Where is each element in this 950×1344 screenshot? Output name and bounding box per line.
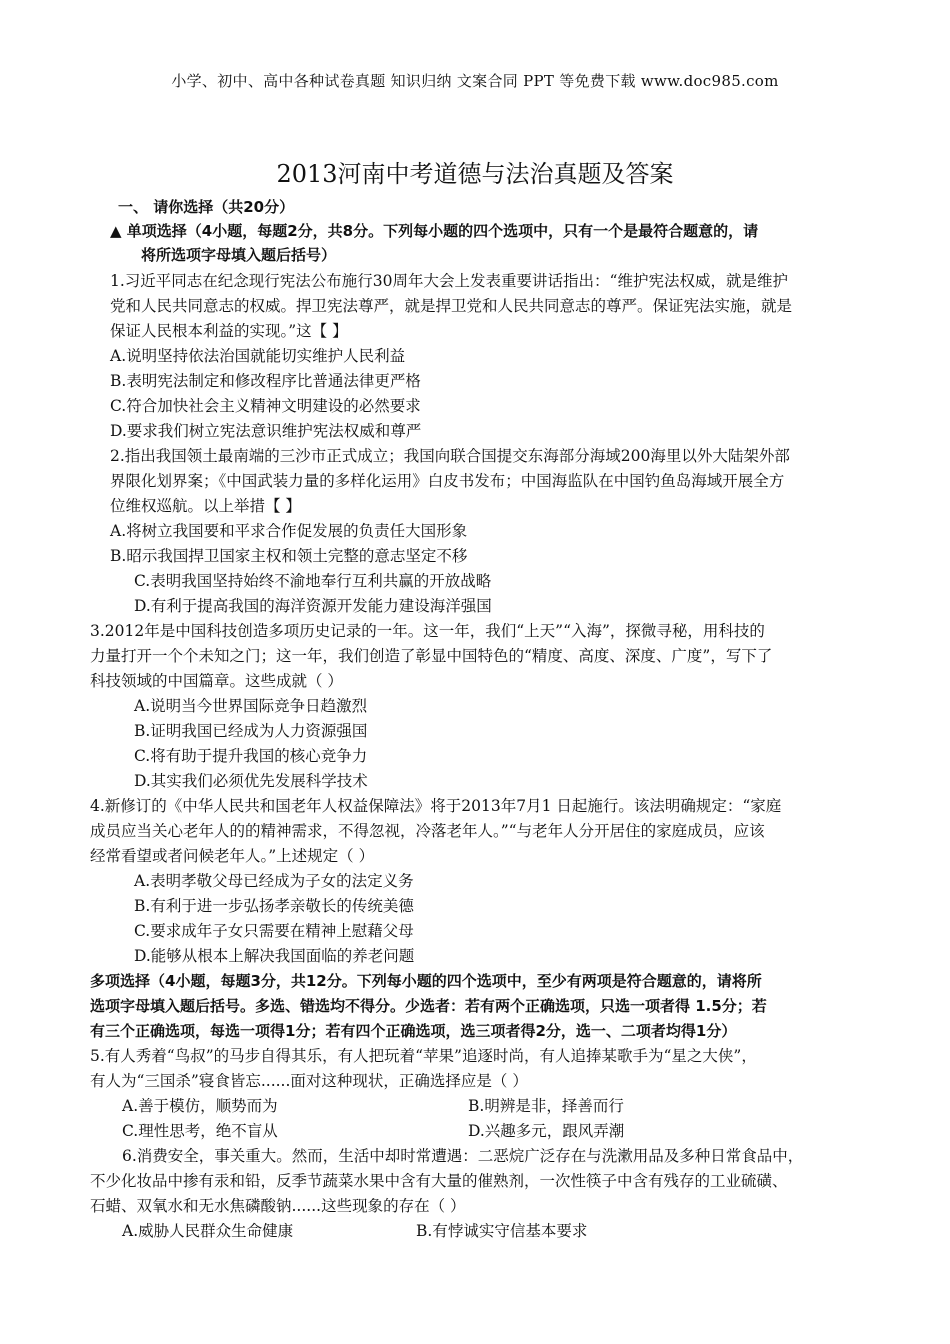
option: C.表明我国坚持始终不渝地奉行互利共赢的开放战略 (134, 572, 492, 590)
option: B.有利于进一步弘扬孝亲敬长的传统美德 (134, 897, 414, 915)
question-3: 科技领域的中国篇章。这些成就（ ） (90, 672, 343, 690)
section-heading: 一、 请你选择（共20分） (118, 198, 295, 216)
option: A.善于模仿，顺势而为 (122, 1097, 278, 1115)
option: B.证明我国已经成为人力资源强国 (134, 722, 368, 740)
option: B.表明宪法制定和修改程序比普通法律更严格 (110, 372, 421, 390)
site-header: 小学、初中、高中各种试卷真题 知识归纳 文案合同 PPT 等免费下载 www.doc985.com (171, 72, 779, 90)
question-6: 石蜡、双氧水和无水焦磷酸钠......这些现象的存在（ ） (90, 1197, 466, 1215)
option: D.其实我们必须优先发展科学技术 (134, 772, 368, 790)
question-2: 位维权巡航。以上举措【 】 (110, 497, 301, 515)
option: B.有悖诚实守信基本要求 (416, 1222, 588, 1240)
question-6: 6.消费安全，事关重大。然而，生活中却时常遭遇：二恶烷广泛存在与洗漱用品及多种日常食品中， (122, 1147, 804, 1165)
question-1: 1.习近平同志在纪念现行宪法公布施行30周年大会上发表重要讲话指出：“维护宪法权威，就是维护 (110, 272, 788, 290)
question-5: 有人为“三国杀”寝食皆忘......面对这种现状，正确选择应是（ ） (90, 1072, 528, 1090)
multi-choice-instructions: 有三个正确选项，每选一项得1分；若有四个正确选项，选三项者得2分，选一、二项者均得1分） (90, 1022, 737, 1040)
option: C.理性思考，绝不盲从 (122, 1122, 278, 1140)
option: C.要求成年子女只需要在精神上慰藉父母 (134, 922, 414, 940)
question-3: 3.2012年是中国科技创造多项历史记录的一年。这一年，我们“上天”“入海”，探微寻秘，用科技的 (90, 622, 765, 640)
question-1: 保证人民根本利益的实现。”这【 】 (110, 322, 348, 340)
option: C.将有助于提升我国的核心竞争力 (134, 747, 368, 765)
multi-choice-instructions: 选项字母填入题后括号。多选、错选均不得分。少选者：若有两个正确选项，只选一项者得 1.5分；若 (90, 997, 767, 1015)
option: B.明辨是非，择善而行 (468, 1097, 624, 1115)
option: B.昭示我国捍卫国家主权和领土完整的意志坚定不移 (110, 547, 468, 565)
option: A.威胁人民群众生命健康 (122, 1222, 294, 1240)
option: A.表明孝敬父母已经成为子女的法定义务 (134, 872, 414, 890)
question-4: 4.新修订的《中华人民共和国老年人权益保障法》将于2013年7月1 日起施行。该法明确规定：“家庭 (90, 797, 782, 815)
option: D.要求我们树立宪法意识维护宪法权威和尊严 (110, 422, 422, 440)
question-2: 界限化划界案；《中国武装力量的多样化运用》白皮书发布；中国海监队在中国钓鱼岛海域开展全方 (110, 472, 785, 490)
page-title: 2013河南中考道德与法治真题及答案 (276, 160, 674, 188)
option: A.说明当今世界国际竞争日趋激烈 (134, 697, 368, 715)
single-choice-instructions: 将所选项字母填入题后括号） (141, 246, 337, 264)
option: A.将树立我国要和平求合作促发展的负责任大国形象 (110, 522, 468, 540)
option: C.符合加快社会主义精神文明建设的必然要求 (110, 397, 421, 415)
option: D.兴趣多元，跟风弄潮 (468, 1122, 625, 1140)
question-4: 成员应当关心老年人的的精神需求，不得忽视，冷落老年人。”“与老年人分开居住的家庭成员，应该 (90, 822, 765, 840)
option: D.能够从根本上解决我国面临的养老问题 (134, 947, 415, 965)
question-1: 党和人民共同意志的权威。捍卫宪法尊严，就是捍卫党和人民共同意志的尊严。保证宪法实施，就是 (110, 297, 793, 315)
single-choice-instructions: ▲ 单项选择（4小题，每题2分，共8分。下列每小题的四个选项中，只有一个是最符合题意的，请 (110, 222, 759, 240)
question-3: 力量打开一个个未知之门；这一年，我们创造了彰显中国特色的“精度、高度、深度、广度”，写下了 (90, 647, 773, 665)
option: A.说明坚持依法治国就能切实维护人民利益 (110, 347, 406, 365)
multi-choice-instructions: 多项选择（4小题，每题3分，共12分。下列每小题的四个选项中，至少有两项是符合题意的，请将所 (90, 972, 762, 990)
question-2: 2.指出我国领土最南端的三沙市正式成立；我国向联合国提交东海部分海域200海里以外大陆架外部 (110, 447, 790, 465)
question-5: 5.有人秀着“鸟叔”的马步自得其乐，有人把玩着“苹果”追逐时尚，有人追捧某歌手为“星之大侠”， (90, 1047, 757, 1065)
option: D.有利于提高我国的海洋资源开发能力建设海洋强国 (134, 597, 492, 615)
question-6: 不少化妆品中掺有汞和铅，反季节蔬菜水果中含有大量的催熟剂，一次性筷子中含有残存的工业硫磺、 (90, 1172, 788, 1190)
question-4: 经常看望或者问候老年人。”上述规定（ ） (90, 847, 375, 865)
